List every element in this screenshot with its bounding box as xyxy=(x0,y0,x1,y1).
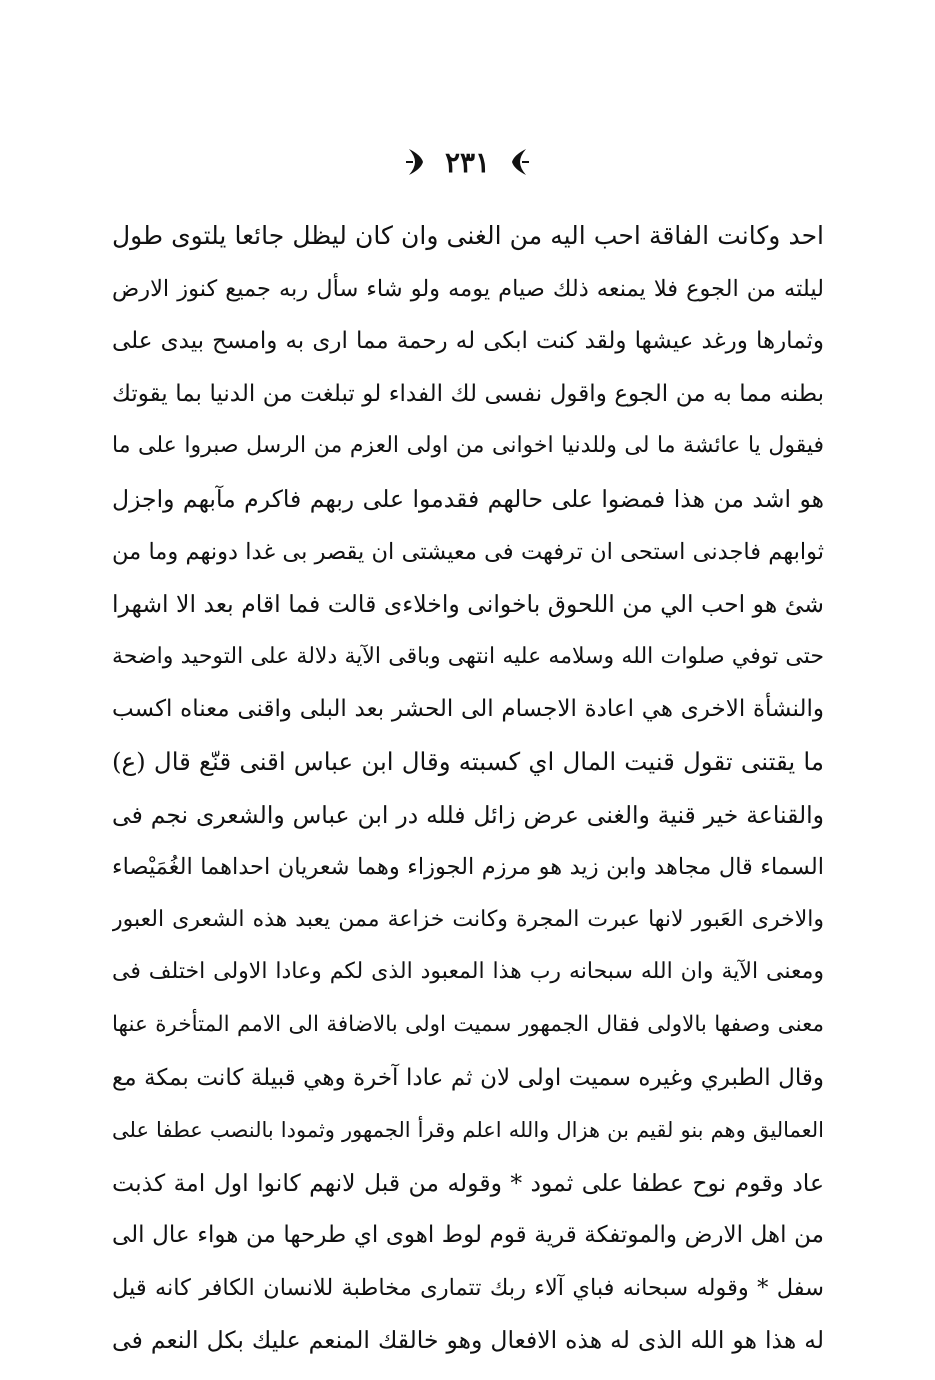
text-line: والاخرى العَبور لانها عبرت المجرة وكانت خزاعة ممن يعبد هذه الشعرى العبور xyxy=(112,906,824,932)
text-line: والنشأة الاخرى هي اعادة الاجسام الى الحشر بعد البلى واقنى معناه اكسب xyxy=(112,696,824,723)
text-line: والقناعة خير قنية والغنى عرض زائل فلله در ابن عباس والشعرى نجم فى xyxy=(112,800,824,829)
text-line: بطنه مما به من الجوع واقول نفسى لك الفداء لو تبلغت من الدنيا بما يقوتك xyxy=(112,380,824,407)
text-line: له هذا هو الله الذى له هذه الافعال وهو خالقك المنعم عليك بكل النعم فى xyxy=(112,1326,824,1355)
text-line: العماليق وهم بنو لقيم بن هزال والله اعلم وقرأ الجمهور وثمودا بالنصب عطفا على xyxy=(112,1118,824,1143)
text-line: فيقول يا عائشة ما لى وللدنيا اخوانى من اولى العزم من الرسل صبروا على ما xyxy=(112,433,824,459)
text-line: معنى وصفها بالاولى فقال الجمهور سميت اولى بالاضافة الى الامم المتأخرة عنها xyxy=(112,1011,824,1037)
text-line: شئ هو احب الي من اللحوق باخوانى واخلاءى قالت فما اقام بعد الا اشهرا xyxy=(112,590,824,619)
text-line: احد وكانت الفاقة احب اليه من الغنى وان كان ليظل جائعا يلتوى طول xyxy=(112,221,824,250)
text-line: ثوابهم فاجدنى استحى ان ترفهت فى معيشتى ان يقصر بى غدا دونهم وما من xyxy=(112,538,824,565)
text-line: من اهل الارض والموتفكة قرية قوم لوط اهوى اي طرحها من هواء عال الى xyxy=(112,1222,824,1249)
text-line: حتى توفي صلوات الله وسلامه عليه انتهى وباقى الآية دلالة على التوحيد واضحة xyxy=(112,643,824,669)
page-header xyxy=(0,140,935,184)
text-line: عاد وقوم نوح عطفا على ثمود * وقوله من قبل لانهم كانوا اول امة كذبت xyxy=(112,1168,824,1197)
text-line: وثمارها ورغد عيشها ولقد كنت ابكى له رحمة مما ارى به وامسح بيدى على xyxy=(112,328,824,355)
right-ornament-icon xyxy=(405,147,427,177)
text-line: هو اشد من هذا فمضوا على حالهم فقدموا على ربهم فاكرم مآبهم واجزل xyxy=(112,484,824,513)
text-line: السماء قال مجاهد وابن زيد هو مرزم الجوزاء وهما شعريان احداهما الغُمَيْصاء xyxy=(112,854,824,881)
text-line: ما يقتنى تقول قنيت المال اي كسبته وقال ابن عباس اقنى قنّع قال (ع) xyxy=(112,746,824,776)
page-number: ٢٣١ xyxy=(444,145,491,179)
text-line: ليلته من الجوع فلا يمنعه ذلك صيام يومه ولو شاء سأل ربه جميع كنوز الارض xyxy=(112,275,824,302)
text-line: ومعنى الآية وان الله سبحانه رب هذا المعبود الذى لكم وعادا الاولى اختلف فى xyxy=(112,959,824,985)
text-line: سفل * وقوله سبحانه فباي آلاء ربك تتمارى مخاطبة للانسان الكافر كانه قيل xyxy=(112,1274,824,1301)
body-text xyxy=(112,210,824,1367)
text-line: وقال الطبري وغيره سميت اولى لان ثم عادا آخرة وهي قبيلة كانت بمكة مع xyxy=(112,1064,824,1091)
left-ornament-icon xyxy=(508,147,530,177)
